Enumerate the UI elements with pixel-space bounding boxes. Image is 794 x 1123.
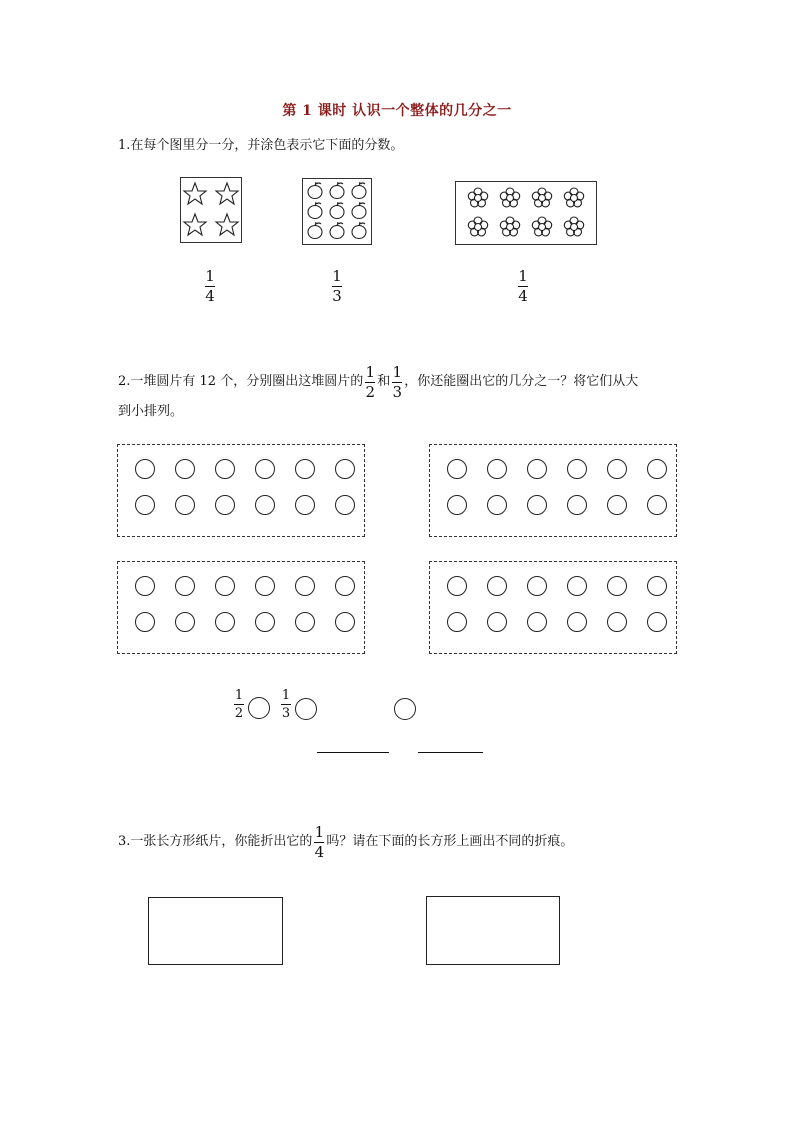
denominator: 3 <box>392 382 402 401</box>
flower-icon <box>456 182 596 244</box>
disc[interactable] <box>447 459 467 479</box>
disc[interactable] <box>175 495 195 515</box>
disc[interactable] <box>135 612 155 632</box>
disc[interactable] <box>215 612 235 632</box>
disc-group-2[interactable] <box>429 444 677 537</box>
disc[interactable] <box>567 576 587 596</box>
disc[interactable] <box>255 576 275 596</box>
apple-figure[interactable] <box>302 178 372 245</box>
disc[interactable] <box>447 495 467 515</box>
disc[interactable] <box>607 576 627 596</box>
disc[interactable] <box>295 495 315 515</box>
compare-circle-3[interactable] <box>394 698 416 720</box>
disc[interactable] <box>135 495 155 515</box>
disc[interactable] <box>215 459 235 479</box>
fraction-one-quarter <box>314 824 324 861</box>
disc[interactable] <box>447 576 467 596</box>
disc[interactable] <box>487 612 507 632</box>
fraction-one-quarter <box>205 268 215 305</box>
and-text: 和 <box>377 374 391 389</box>
disc[interactable] <box>175 612 195 632</box>
apple-icon <box>303 179 371 244</box>
disc[interactable] <box>647 495 667 515</box>
disc[interactable] <box>487 459 507 479</box>
compare-fraction-third <box>281 688 291 721</box>
disc[interactable] <box>295 612 315 632</box>
disc[interactable] <box>607 612 627 632</box>
compare-fraction-half <box>234 688 244 721</box>
denominator: 3 <box>332 287 342 305</box>
disc[interactable] <box>135 459 155 479</box>
disc[interactable] <box>175 459 195 479</box>
question-2-text-part: ，你还能圈出它的几分之一？将它们从大 <box>404 374 639 389</box>
disc[interactable] <box>135 576 155 596</box>
disc[interactable] <box>295 459 315 479</box>
question-2-text-part: 2.一堆圆片有 12 个，分别圈出这堆圆片的 <box>118 374 364 389</box>
disc[interactable] <box>255 495 275 515</box>
compare-circle-1[interactable] <box>248 697 270 719</box>
disc[interactable] <box>527 576 547 596</box>
numerator: 1 <box>365 362 375 381</box>
disc[interactable] <box>607 459 627 479</box>
page-title: 第 1 课时 认识一个整体的几分之一 <box>282 103 512 119</box>
disc[interactable] <box>255 459 275 479</box>
question-1-text: 1.在每个图里分一分，并涂色表示它下面的分数。 <box>118 138 404 153</box>
disc[interactable] <box>487 495 507 515</box>
numerator: 1 <box>518 267 528 285</box>
answer-line-2[interactable] <box>418 752 483 753</box>
disc[interactable] <box>527 495 547 515</box>
disc[interactable] <box>335 459 355 479</box>
denominator: 4 <box>314 842 325 861</box>
disc[interactable] <box>255 612 275 632</box>
disc[interactable] <box>447 612 467 632</box>
numerator: 1 <box>234 688 244 703</box>
disc[interactable] <box>567 495 587 515</box>
question-3-text-part: 3.一张长方形纸片，你能折出它的 <box>118 834 313 849</box>
compare-circle-2[interactable] <box>295 698 317 720</box>
star-icon <box>181 178 241 242</box>
rectangle-paper-1[interactable] <box>148 897 283 965</box>
numerator: 1 <box>332 267 342 285</box>
denominator: 4 <box>518 287 528 305</box>
denominator: 2 <box>234 706 244 721</box>
disc[interactable] <box>647 612 667 632</box>
denominator: 2 <box>365 382 375 401</box>
fraction-one-half <box>365 364 375 401</box>
disc[interactable] <box>335 495 355 515</box>
question-2-text <box>118 364 638 400</box>
flower-figure[interactable] <box>455 181 597 245</box>
disc-group-4[interactable] <box>429 561 677 654</box>
disc[interactable] <box>647 459 667 479</box>
numerator: 1 <box>314 822 325 841</box>
fraction-one-quarter <box>518 268 528 305</box>
disc[interactable] <box>215 576 235 596</box>
answer-line-1[interactable] <box>317 752 389 753</box>
disc[interactable] <box>335 576 355 596</box>
disc[interactable] <box>647 576 667 596</box>
fraction-one-third <box>392 364 402 401</box>
star-figure[interactable] <box>180 177 242 243</box>
numerator: 1 <box>392 362 402 381</box>
disc[interactable] <box>215 495 235 515</box>
disc[interactable] <box>527 612 547 632</box>
disc[interactable] <box>527 459 547 479</box>
disc[interactable] <box>487 576 507 596</box>
disc[interactable] <box>295 576 315 596</box>
disc[interactable] <box>567 459 587 479</box>
fraction-one-third <box>332 268 342 305</box>
rectangle-paper-2[interactable] <box>426 896 560 965</box>
denominator: 4 <box>205 287 215 305</box>
question-3-text-part: 吗？请在下面的长方形上画出不同的折痕。 <box>326 834 574 849</box>
disc-group-1[interactable] <box>117 444 365 537</box>
disc[interactable] <box>335 612 355 632</box>
question-3-text <box>118 822 573 862</box>
disc[interactable] <box>175 576 195 596</box>
disc[interactable] <box>607 495 627 515</box>
question-2-text-line2: 到小排列。 <box>118 404 184 419</box>
denominator: 3 <box>281 706 291 721</box>
disc-group-3[interactable] <box>117 561 365 654</box>
numerator: 1 <box>281 688 291 703</box>
numerator: 1 <box>205 267 215 285</box>
disc[interactable] <box>567 612 587 632</box>
